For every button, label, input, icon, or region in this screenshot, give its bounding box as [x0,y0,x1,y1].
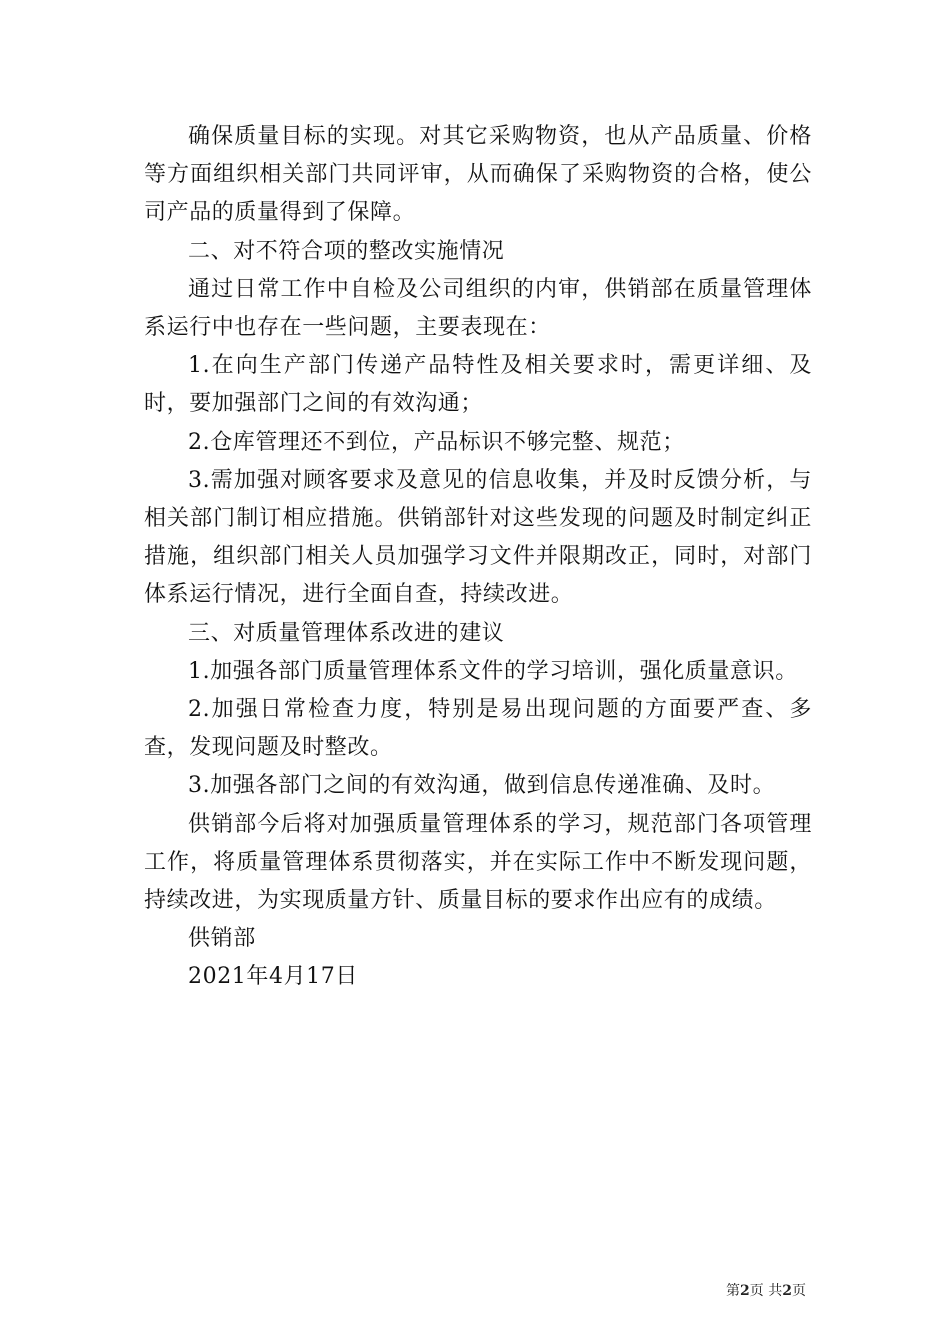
suggestion-item-2: 2.加强日常检查力度，特别是易出现问题的方面要严查、多查，发现问题及时整改。 [144,697,812,761]
section-heading-2: 二、对不符合项的整改实施情况 [188,238,505,264]
paragraph-internal-audit: 通过日常工作中自检及公司组织的内审，供销部在质量管理体系运行中也存在一些问题，主要表现在： [144,276,812,341]
suggestion-item-1: 1.加强各部门质量管理体系文件的学习培训，强化质量意识。 [188,658,798,684]
signature-date: 2021年4月17日 [188,964,358,990]
footer-prefix: 第 [726,1283,741,1299]
document-body [144,118,812,997]
issue-item-3: 3.需加强对顾客要求及意见的信息收集，并及时反馈分析，与相关部门制订相应措施。供销部针对这些发现的问题及时制定纠正措施，组织部门相关人员加强学习文件并限期改正，同时，对部门体系运行情况，进行全面自查，持续改进。 [144,467,812,608]
footer-current-page: 2 [740,1283,750,1299]
issue-item-2: 2.仓库管理还不到位，产品标识不够完整、规范； [188,429,685,455]
suggestion-item-3: 3.加强各部门之间的有效沟通，做到信息传递准确、及时。 [188,773,776,799]
issue-item-1: 1.在向生产部门传递产品特性及相关要求时，需更详细、及时，要加强部门之间的有效沟通； [144,353,812,417]
footer-suffix: 页 [792,1283,806,1299]
closing-paragraph: 供销部今后将对加强质量管理体系的学习，规范部门各项管理工作，将质量管理体系贯彻落实，并在实际工作中不断发现问题，持续改进，为实现质量方针、质量目标的要求作出应有的成绩。 [144,811,812,914]
footer-middle: 页 共 [749,1283,783,1299]
paragraph-continuation: 确保质量目标的实现。对其它采购物资，也从产品质量、价格等方面组织相关部门共同评审，从而确保了采购物资的合格，使公司产品的质量得到了保障。 [144,124,812,226]
section-heading-3: 三、对质量管理体系改进的建议 [188,620,505,646]
footer-total-pages: 2 [782,1283,792,1299]
signature-department: 供销部 [188,926,256,952]
page-number-footer [0,1282,806,1300]
